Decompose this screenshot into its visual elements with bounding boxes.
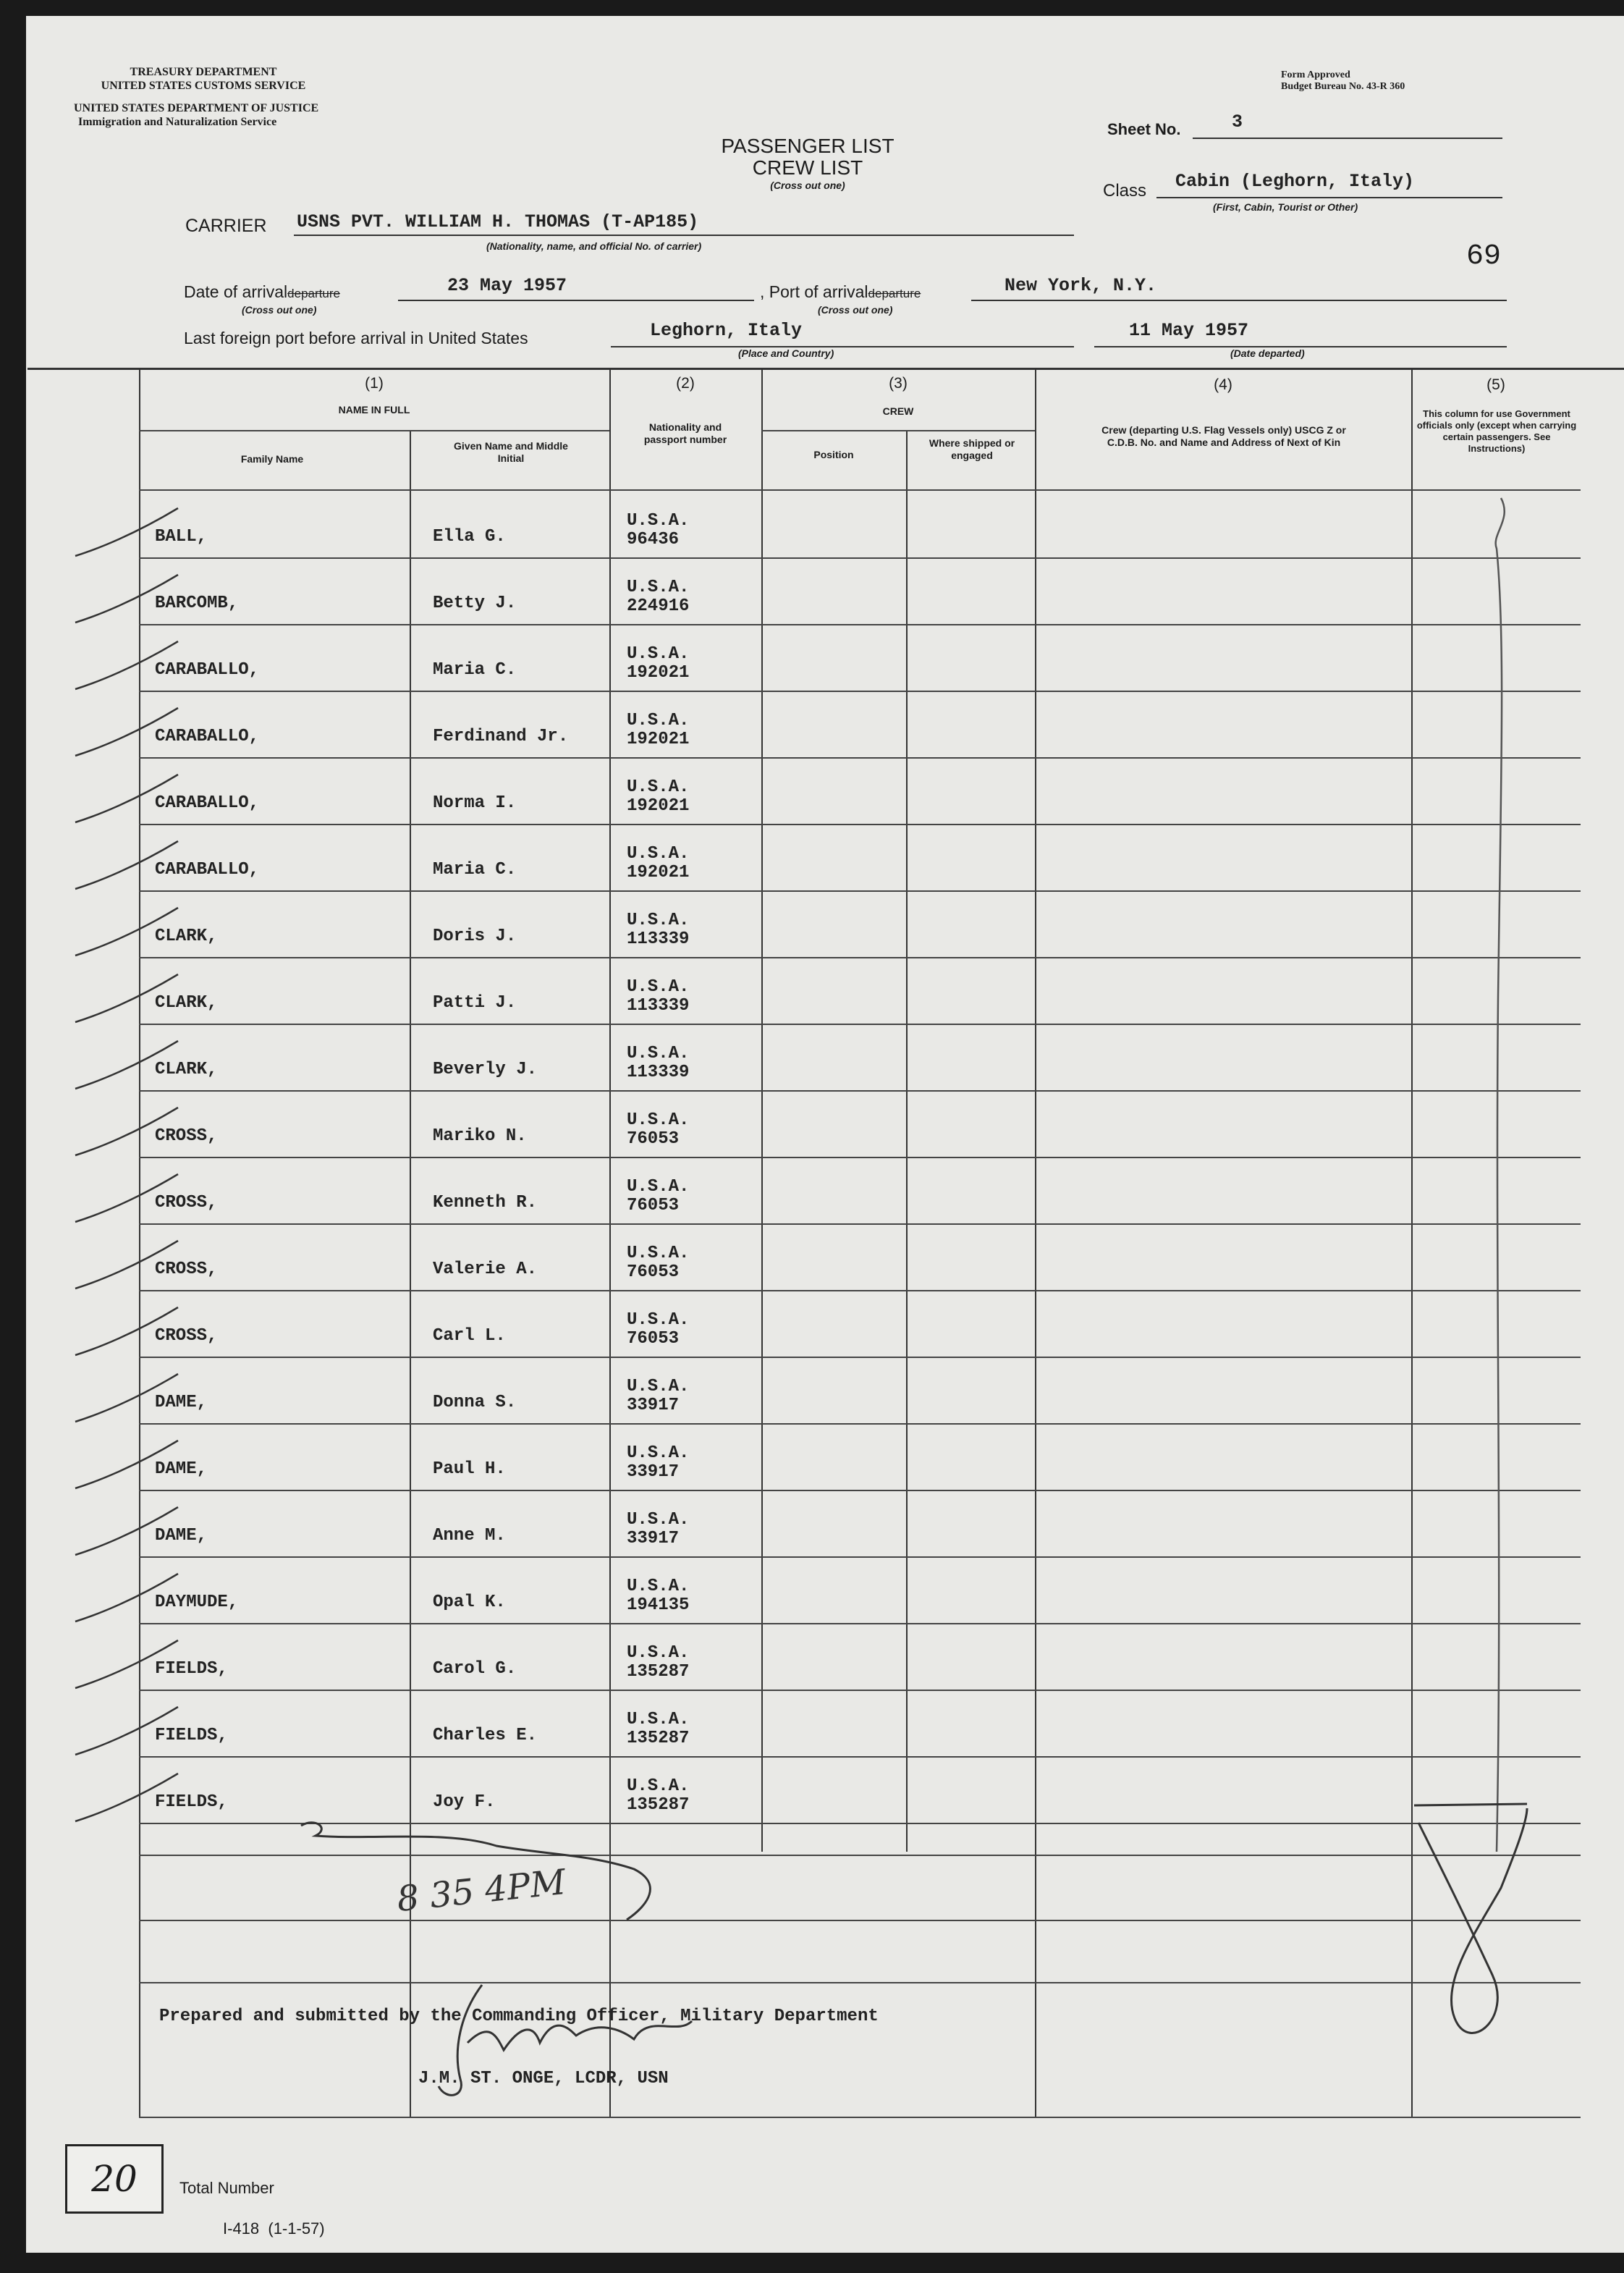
passport-cell: 192021 xyxy=(627,796,690,816)
nationality-cell: U.S.A. xyxy=(627,1310,690,1330)
family-name-cell: FIELDS, xyxy=(155,1659,228,1679)
port-arrival-text: Port of arrival xyxy=(769,282,868,301)
given-name-cell: Maria C. xyxy=(433,660,517,680)
agency-line: UNITED STATES CUSTOMS SERVICE xyxy=(101,80,306,92)
check-mark-icon xyxy=(69,1771,185,1836)
sheet-label: Sheet No. xyxy=(1107,120,1181,138)
given-name-cell: Charles E. xyxy=(433,1726,538,1745)
family-name-cell: CARABALLO, xyxy=(155,727,260,746)
family-name-cell: FIELDS, xyxy=(155,1792,228,1812)
col1-title: NAME IN FULL xyxy=(338,404,410,416)
passport-cell: 192021 xyxy=(627,663,690,683)
passport-cell: 33917 xyxy=(627,1396,680,1415)
total-box-value: 20 xyxy=(91,2158,138,2200)
given-name-cell: Paul H. xyxy=(433,1459,506,1479)
table-row xyxy=(26,1090,1624,1157)
given-name-cell: Valerie A. xyxy=(433,1260,538,1279)
port-underline xyxy=(971,300,1507,301)
budget-bureau-label: Budget Bureau No. 43-R 360 xyxy=(1281,81,1405,92)
family-name-cell: BARCOMB, xyxy=(155,594,239,613)
table-row xyxy=(26,1290,1624,1357)
class-underline xyxy=(1156,197,1502,198)
passport-cell: 96436 xyxy=(627,530,680,549)
carrier-caption: (Nationality, name, and official No. of carrier) xyxy=(486,240,702,252)
foreign-port-underline xyxy=(611,346,1074,347)
table-row xyxy=(26,1556,1624,1623)
nationality-cell: U.S.A. xyxy=(627,1377,690,1396)
blank-row-line xyxy=(139,1982,1581,1983)
total-box xyxy=(65,2144,164,2214)
agency-treasury xyxy=(91,65,316,93)
col3-title: CREW xyxy=(882,405,914,417)
list-title xyxy=(663,135,952,191)
class-caption: (First, Cabin, Tourist or Other) xyxy=(1213,201,1358,213)
family-name-cell: CROSS, xyxy=(155,1260,218,1279)
sheet-value: 3 xyxy=(1232,111,1243,132)
signer-name: J.M. ST. ONGE, LCDR, USN xyxy=(418,2069,669,2088)
departed-date-value: 11 May 1957 xyxy=(1129,320,1249,341)
table-row xyxy=(26,1157,1624,1223)
date-underline xyxy=(398,300,754,301)
given-name-cell: Anne M. xyxy=(433,1526,506,1545)
passport-cell: 76053 xyxy=(627,1196,680,1215)
family-name-cell: CROSS, xyxy=(155,1193,218,1213)
table-bottom-border-col5 xyxy=(1411,2117,1581,2118)
given-name-cell: Norma I. xyxy=(433,793,517,813)
col-where-shipped: Where shipped or engaged xyxy=(929,437,1015,461)
agency-line: UNITED STATES DEPARTMENT OF JUSTICE xyxy=(74,102,319,114)
port-comma: , xyxy=(760,282,769,301)
document-page xyxy=(26,16,1624,2253)
table-row xyxy=(26,824,1624,890)
family-name-cell: CARABALLO, xyxy=(155,793,260,813)
given-name-cell: Maria C. xyxy=(433,860,517,880)
passport-cell: 194135 xyxy=(627,1595,690,1615)
table-row xyxy=(26,691,1624,757)
nationality-cell: U.S.A. xyxy=(627,844,690,864)
sheet-underline xyxy=(1193,138,1502,139)
title-passenger-list: PASSENGER LIST xyxy=(721,135,895,157)
passport-cell: 33917 xyxy=(627,1529,680,1548)
class-label: Class xyxy=(1103,181,1147,201)
nationality-cell: U.S.A. xyxy=(627,1177,690,1197)
official-column-marks xyxy=(1411,491,1581,2117)
col-family-name: Family Name xyxy=(240,453,304,465)
table-row xyxy=(26,957,1624,1024)
table-row xyxy=(26,491,1624,557)
table-bottom-border xyxy=(139,2117,1411,2118)
col-given-name: Given Name and Middle Initial xyxy=(454,440,568,464)
nationality-cell: U.S.A. xyxy=(627,711,690,730)
family-name-cell: DAME, xyxy=(155,1459,208,1479)
table-row xyxy=(26,890,1624,957)
date-cross-out: (Cross out one) xyxy=(242,304,317,316)
family-name-cell: CLARK, xyxy=(155,993,218,1013)
family-name-cell: DAME, xyxy=(155,1526,208,1545)
col2-number: (2) xyxy=(676,375,695,392)
table-top-border xyxy=(28,368,1624,370)
port-departure-struck: departure xyxy=(868,287,921,300)
handwritten-signature xyxy=(431,1970,735,2115)
given-name-cell: Beverly J. xyxy=(433,1060,538,1079)
passport-cell: 113339 xyxy=(627,1063,690,1082)
nationality-cell: U.S.A. xyxy=(627,1044,690,1063)
family-name-cell: CARABALLO, xyxy=(155,860,260,880)
nationality-cell: U.S.A. xyxy=(627,1643,690,1663)
title-crew-list: CREW LIST xyxy=(752,156,863,179)
form-number: I-418 (1-1-57) xyxy=(223,2219,325,2238)
family-name-cell: CARABALLO, xyxy=(155,660,260,680)
col2-title: Nationality and passport number xyxy=(643,421,727,445)
family-name-cell: CLARK, xyxy=(155,927,218,946)
passport-cell: 135287 xyxy=(627,1795,690,1815)
form-approved-label: Form Approved xyxy=(1281,69,1350,80)
nationality-cell: U.S.A. xyxy=(627,1577,690,1596)
port-arrival-label xyxy=(760,282,921,302)
nationality-cell: U.S.A. xyxy=(627,977,690,997)
date-departure-struck: departure xyxy=(287,287,340,300)
table-row xyxy=(26,624,1624,691)
nationality-cell: U.S.A. xyxy=(627,1110,690,1130)
passport-cell: 113339 xyxy=(627,929,690,949)
table-row xyxy=(26,1423,1624,1490)
carrier-value: USNS PVT. WILLIAM H. THOMAS (T-AP185) xyxy=(297,211,699,232)
table-row xyxy=(26,757,1624,824)
nationality-cell: U.S.A. xyxy=(627,911,690,930)
table-row xyxy=(26,1223,1624,1290)
departed-date-caption: (Date departed) xyxy=(1230,347,1305,359)
port-arrival-value: New York, N.Y. xyxy=(1005,275,1157,296)
given-name-cell: Betty J. xyxy=(433,594,517,613)
date-arrival-value: 23 May 1957 xyxy=(447,275,567,296)
given-name-cell: Ella G. xyxy=(433,527,506,547)
given-name-cell: Doris J. xyxy=(433,927,517,946)
nationality-cell: U.S.A. xyxy=(627,777,690,797)
date-arrival-text: Date of arrival xyxy=(184,282,288,301)
table-row xyxy=(26,1623,1624,1690)
nationality-cell: U.S.A. xyxy=(627,1443,690,1463)
col1-number: (1) xyxy=(365,375,384,392)
passport-cell: 135287 xyxy=(627,1729,690,1748)
class-value: Cabin (Leghorn, Italy) xyxy=(1175,171,1415,192)
family-name-cell: FIELDS, xyxy=(155,1726,228,1745)
family-name-cell: DAYMUDE, xyxy=(155,1593,239,1612)
family-name-cell: CROSS, xyxy=(155,1326,218,1346)
passport-cell: 76053 xyxy=(627,1262,680,1282)
col3-number: (3) xyxy=(889,375,908,392)
foreign-port-value: Leghorn, Italy xyxy=(650,320,803,341)
table-row xyxy=(26,1690,1624,1756)
family-name-cell: DAME, xyxy=(155,1393,208,1412)
col4-title: Crew (departing U.S. Flag Vessels only) USCG Z or C.D.B. No. and Name and Address of Next of Kin xyxy=(1101,424,1346,448)
date-arrival-label xyxy=(184,282,340,302)
agency-line: Immigration and Naturalization Service xyxy=(78,116,277,128)
port-cross-out: (Cross out one) xyxy=(818,304,893,316)
page-number: 69 xyxy=(1466,240,1502,273)
passport-cell: 192021 xyxy=(627,863,690,882)
passport-cell: 76053 xyxy=(627,1329,680,1349)
agency-justice xyxy=(74,101,349,129)
given-name-cell: Joy F. xyxy=(433,1792,496,1812)
foreign-port-label: Last foreign port before arrival in United States xyxy=(184,329,528,347)
given-name-cell: Donna S. xyxy=(433,1393,517,1412)
subheader-line-col1 xyxy=(139,430,609,431)
passport-cell: 224916 xyxy=(627,596,690,616)
nationality-cell: U.S.A. xyxy=(627,1510,690,1530)
total-number-label: Total Number xyxy=(179,2179,274,2197)
table-row xyxy=(26,1756,1624,1823)
passport-cell: 76053 xyxy=(627,1129,680,1149)
table-row xyxy=(26,557,1624,624)
nationality-cell: U.S.A. xyxy=(627,1244,690,1263)
given-name-cell: Patti J. xyxy=(433,993,517,1013)
col4-number: (4) xyxy=(1214,376,1232,393)
family-name-cell: CROSS, xyxy=(155,1126,218,1146)
handwritten-mark xyxy=(287,1811,692,1927)
given-name-cell: Ferdinand Jr. xyxy=(433,727,569,746)
nationality-cell: U.S.A. xyxy=(627,644,690,664)
subheader-line-col3 xyxy=(761,430,1035,431)
given-name-cell: Carol G. xyxy=(433,1659,517,1679)
carrier-label: CARRIER xyxy=(185,216,267,236)
title-cross-out: (Cross out one) xyxy=(770,180,845,191)
carrier-underline xyxy=(294,235,1074,236)
given-name-cell: Carl L. xyxy=(433,1326,506,1346)
passport-cell: 113339 xyxy=(627,996,690,1016)
table-row xyxy=(26,1490,1624,1556)
agency-line: TREASURY DEPARTMENT xyxy=(130,66,277,78)
nationality-cell: U.S.A. xyxy=(627,1776,690,1796)
given-name-cell: Kenneth R. xyxy=(433,1193,538,1213)
col-position: Position xyxy=(813,449,854,460)
nationality-cell: U.S.A. xyxy=(627,511,690,531)
given-name-cell: Mariko N. xyxy=(433,1126,527,1146)
family-name-cell: CLARK, xyxy=(155,1060,218,1079)
table-row xyxy=(26,1024,1624,1090)
form-approved xyxy=(1281,69,1405,93)
nationality-cell: U.S.A. xyxy=(627,1710,690,1729)
foreign-port-caption: (Place and Country) xyxy=(738,347,834,359)
family-name-cell: BALL, xyxy=(155,527,208,547)
passport-cell: 135287 xyxy=(627,1662,690,1682)
given-name-cell: Opal K. xyxy=(433,1593,506,1612)
col5-title: This column for use Government officials only (except when carrying certain passengers. See Instructions) xyxy=(1416,408,1577,454)
passport-cell: 33917 xyxy=(627,1462,680,1482)
table-row xyxy=(26,1357,1624,1423)
passport-cell: 192021 xyxy=(627,730,690,749)
col5-number: (5) xyxy=(1486,376,1505,393)
nationality-cell: U.S.A. xyxy=(627,578,690,597)
handwritten-note: 8 35 4PM xyxy=(394,1861,568,1920)
prepared-by: Prepared and submitted by the Commanding Officer, Military Department xyxy=(159,2007,879,2026)
